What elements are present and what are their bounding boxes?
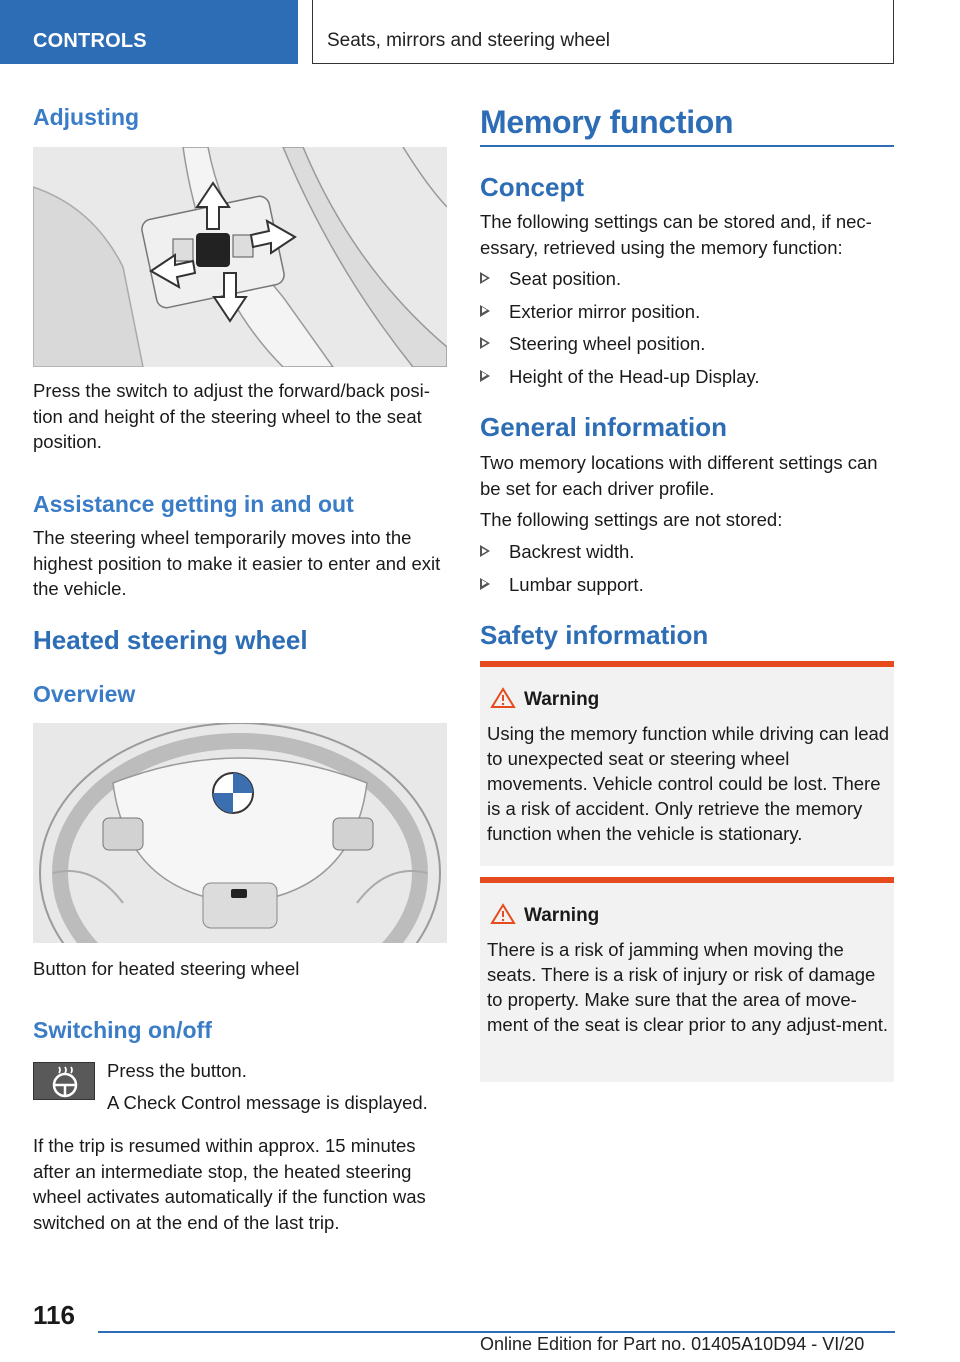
list-item: Exterior mirror position.: [480, 299, 894, 332]
switching-step-2: A Check Control message is displayed.: [107, 1092, 428, 1113]
memory-function-heading: Memory function: [480, 104, 734, 140]
concept-heading: Concept: [480, 172, 584, 202]
adjusting-text: Press the switch to adjust the forward/back posi-tion and height of the steering wheel to the seat position.: [33, 380, 430, 452]
adjusting-heading: Adjusting: [33, 104, 140, 130]
bullet-triangle-icon: [480, 305, 490, 317]
bullet-triangle-icon: [480, 370, 490, 382]
list-item: Steering wheel position.: [480, 331, 894, 364]
general-info-text-2: The following settings are not stored:: [480, 509, 783, 530]
header-section-tab: [0, 0, 298, 64]
assist-heading: Assistance getting in and out: [33, 491, 354, 517]
page-number: 116: [33, 1300, 75, 1330]
memory-heading-rule: [480, 145, 894, 147]
header-title-box: [312, 0, 894, 64]
bullet-triangle-icon: [480, 337, 490, 349]
switching-heading: Switching on/off: [33, 1017, 212, 1043]
switching-step-1: Press the button.: [107, 1060, 247, 1081]
warning-triangle-icon: [490, 687, 516, 709]
overview-caption: Button for heated steering wheel: [33, 958, 300, 979]
steering-adjust-illustration: [33, 147, 447, 367]
steering-wheel-illustration: [33, 723, 447, 943]
warning-text: There is a risk of jamming when moving the seats. There is a risk of injury or risk of damage to property. Make sure that the area of move-ment of the seat is clear prior to any adjust-ment.: [487, 939, 889, 1035]
assist-text: The steering wheel temporarily moves into the highest position to make it easier to enter and exit the vehicle.: [33, 527, 441, 599]
steering-column-switch-image: [33, 147, 447, 367]
not-stored-list: [480, 539, 894, 604]
concept-list: [480, 266, 894, 396]
heated-steering-wheel-icon: [34, 1063, 96, 1101]
list-item: Height of the Head-up Display.: [480, 364, 894, 397]
header-title: Seats, mirrors and steering wheel: [327, 30, 611, 51]
footer-edition: Online Edition for Part no. 01405A10D94 - VI/20: [480, 1334, 865, 1354]
switching-text: If the trip is resumed within approx. 15 minutes after an intermediate stop, the heated steering wheel activates automatically if the function was switched on at the end of the last trip.: [33, 1135, 426, 1233]
footer-rule: [98, 1331, 895, 1333]
warning-box-1: [480, 661, 894, 866]
heated-steering-heading: Heated steering wheel: [33, 625, 308, 655]
general-info-heading: General information: [480, 412, 728, 442]
warning-text: Using the memory function while driving can lead to unexpected seat or steering wheel movements. Vehicle control could be lost. There is a risk of accident. Only retrieve the memory function when the vehicle is stationary.: [487, 723, 890, 844]
warning-title: Warning: [524, 905, 600, 926]
bullet-triangle-icon: [480, 545, 490, 557]
bullet-triangle-icon: [480, 578, 490, 590]
general-info-text-1: Two memory locations with different settings can be set for each driver profile.: [480, 452, 878, 499]
safety-info-heading: Safety information: [480, 620, 709, 650]
steering-wheel-image: [33, 723, 447, 943]
list-item: Seat position.: [480, 266, 894, 299]
warning-triangle-icon: [490, 903, 516, 925]
list-item: Backrest width.: [480, 539, 894, 572]
concept-text: The following settings can be stored and, if nec-essary, retrieved using the memory function:: [480, 211, 872, 258]
header-section-label: CONTROLS: [33, 30, 147, 52]
heated-steering-button[interactable]: [33, 1062, 95, 1100]
bullet-triangle-icon: [480, 272, 490, 284]
warning-box-2: [480, 877, 894, 1082]
warning-title: Warning: [524, 689, 600, 710]
list-item: Lumbar support.: [480, 572, 894, 605]
overview-heading: Overview: [33, 681, 136, 707]
